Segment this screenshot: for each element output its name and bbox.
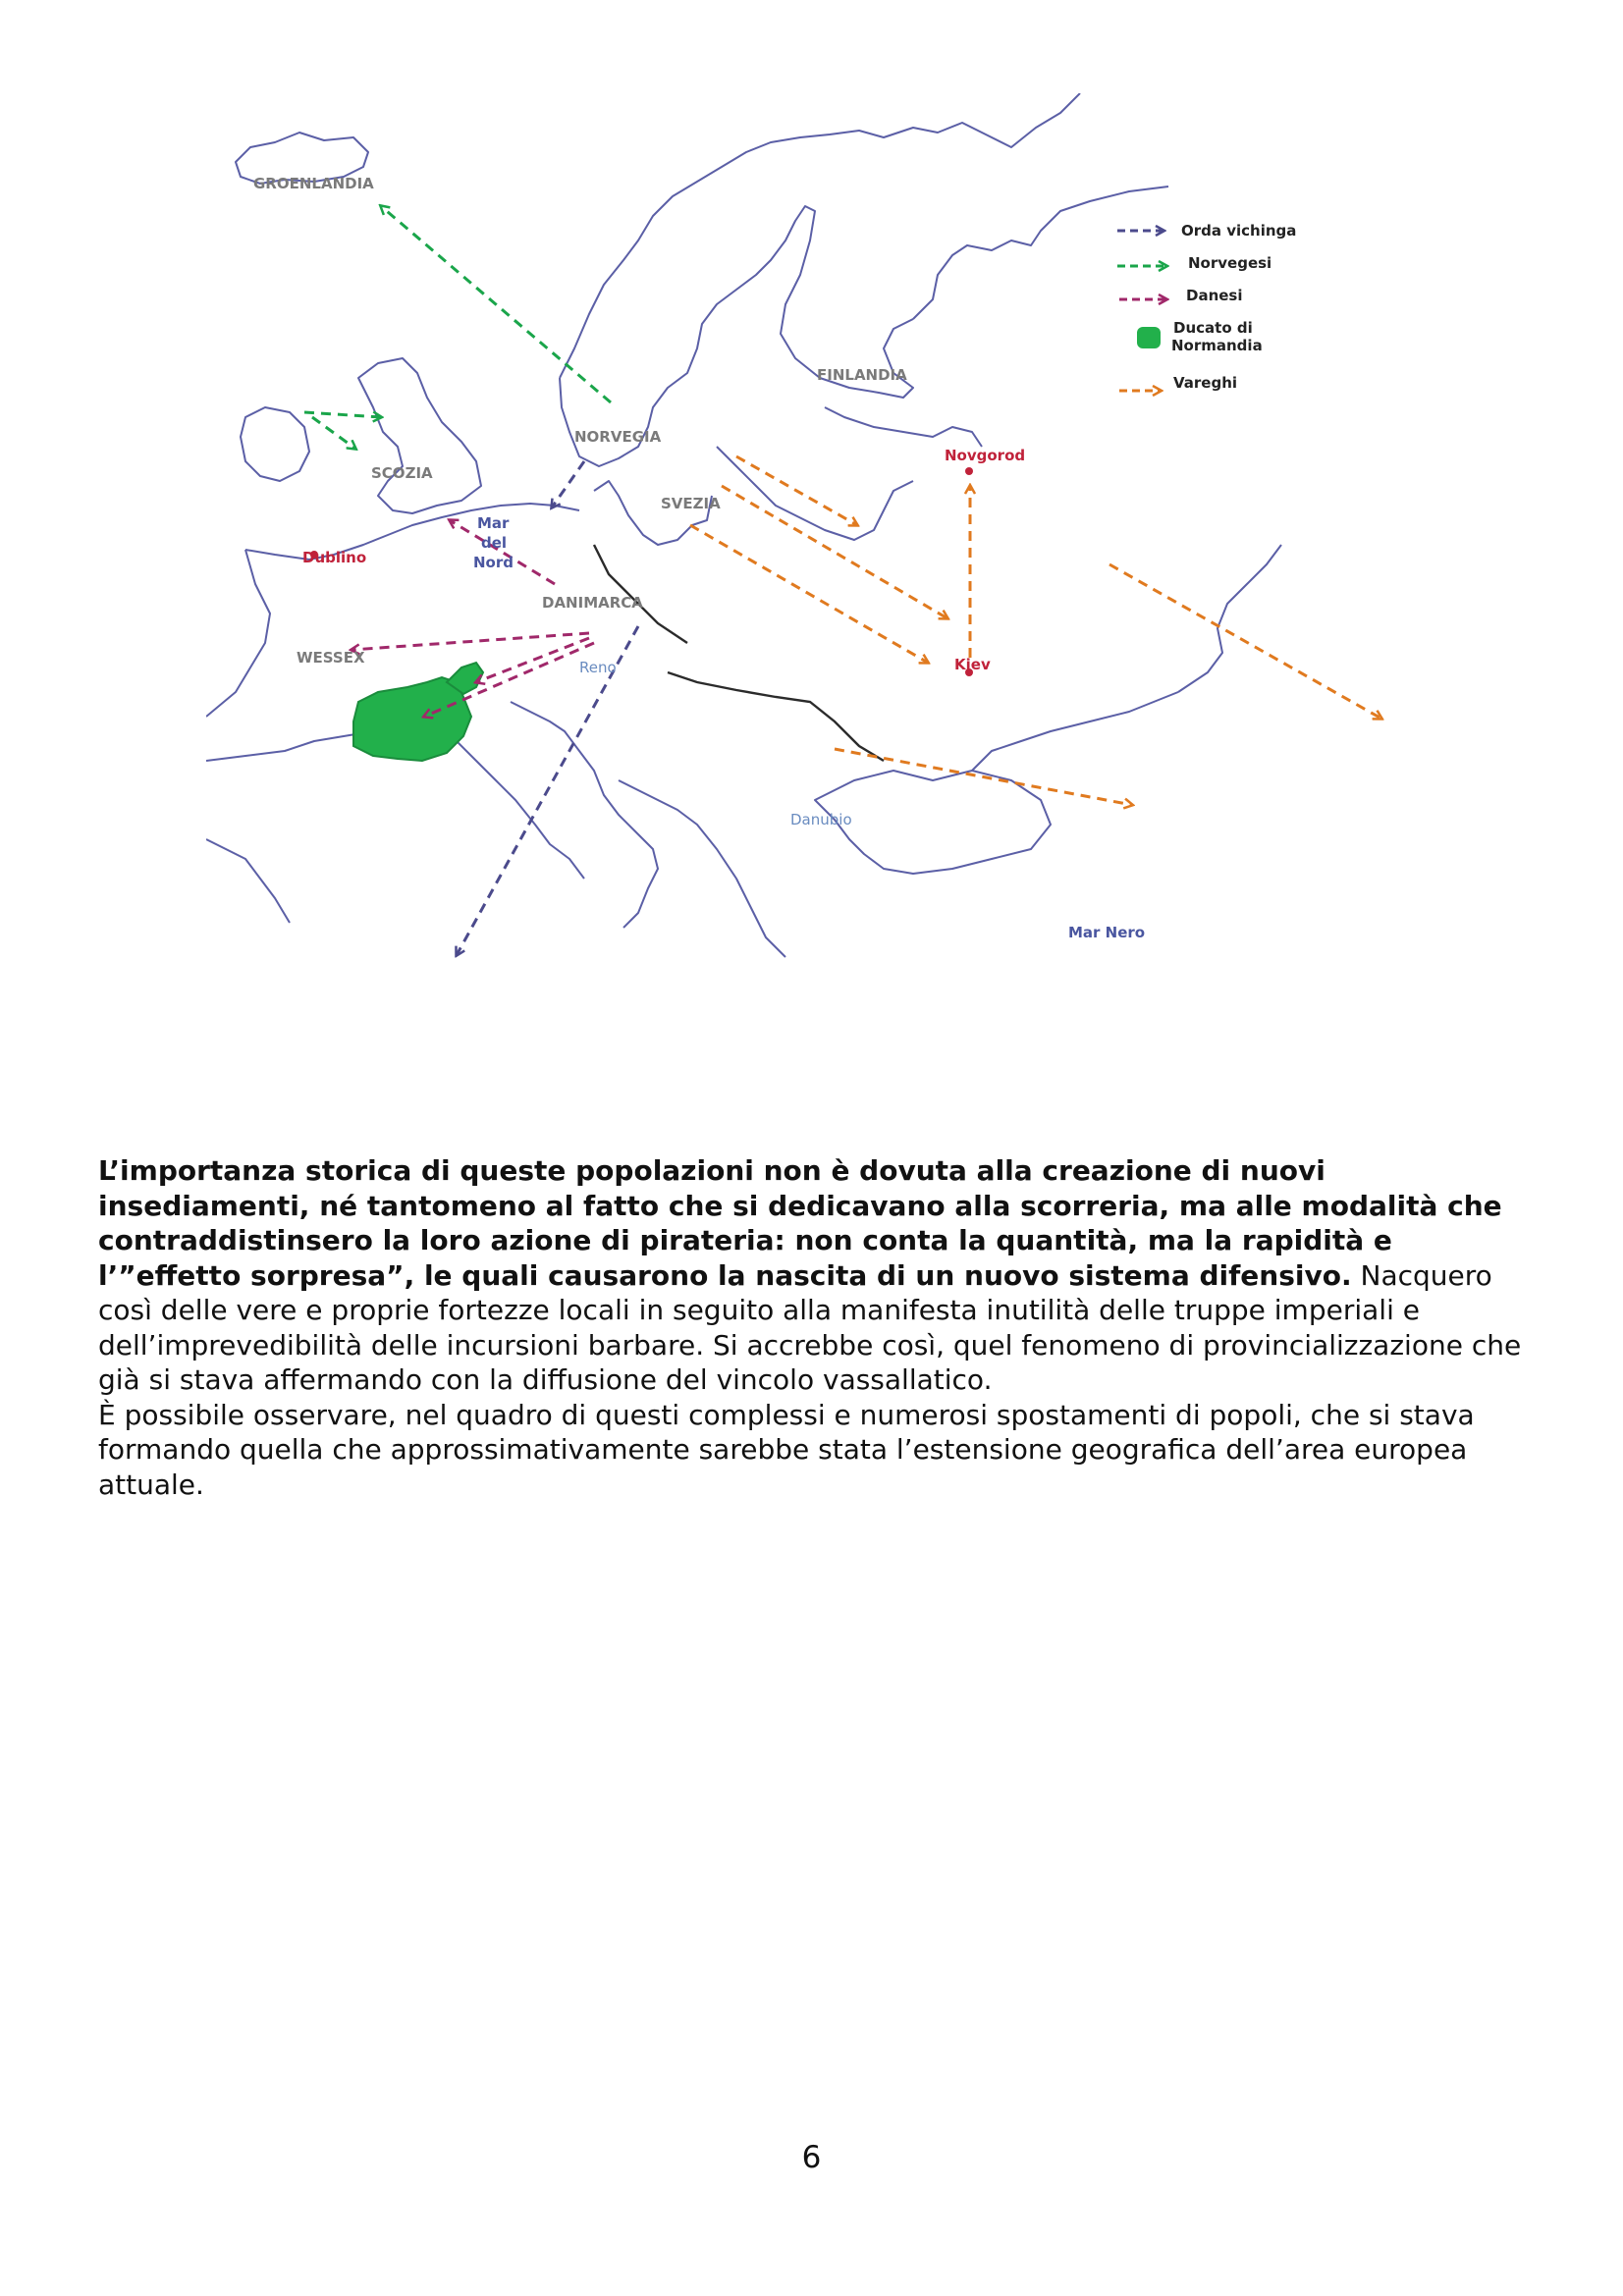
label-mar: Mar <box>477 514 510 532</box>
paragraph-2: È possibile osservare, nel quadro di questi complessi e numerosi spostamenti di popoli, che si stava formando quella che approssimativamente sarebbe stata l’estensione geografica dell’area europea attuale. <box>98 1398 1475 1501</box>
legend-ducato-swatch <box>1137 327 1161 348</box>
label-mar-nero: Mar Nero <box>1068 924 1146 941</box>
label-kiev: Kiev <box>954 656 991 673</box>
map-legend <box>1117 222 1296 392</box>
label-reno: Reno <box>579 659 617 676</box>
norvegesi-routes <box>304 206 611 449</box>
vareghi-routes <box>690 456 1381 805</box>
label-nord: Nord <box>473 554 514 571</box>
label-svezia: SVEZIA <box>661 495 721 512</box>
legend-orda: Orda vichinga <box>1181 222 1297 240</box>
label-dublino: Dublino <box>302 549 367 566</box>
legend-norvegesi: Norvegesi <box>1188 254 1272 272</box>
label-danimarca: DANIMARCA <box>542 594 643 612</box>
novgorod-dot <box>965 467 973 475</box>
label-scozia: SCOZIA <box>371 464 433 482</box>
label-groenlandia: GROENLANDIA <box>253 175 374 192</box>
label-finlandia: FINLANDIA <box>817 366 907 384</box>
paragraph-1 <box>98 1153 1542 1398</box>
legend-ducato-line2: Normandia <box>1171 337 1263 354</box>
viking-routes-map <box>206 93 1424 1124</box>
label-novgorod: Novgorod <box>945 447 1026 464</box>
legend-danesi: Danesi <box>1186 287 1243 304</box>
legend-ducato-line1: Ducato di <box>1173 319 1253 337</box>
label-del: del <box>481 534 508 552</box>
label-norvegia: NORVEGIA <box>574 428 662 446</box>
paragraph-1-normal: Nacquero così delle vere e proprie fortezze locali in seguito alla manifesta inutilità delle truppe imperiali e dell’imprevedibilità delle incursioni barbare. Si accrebbe così, quel fenomeno di provincializzazione che già si stava affermando con la diffusione del vincolo vassallatico. <box>98 1258 1522 1396</box>
legend-vareghi: Vareghi <box>1173 374 1238 392</box>
label-wessex: WESSEX <box>297 649 365 667</box>
body-text <box>98 1153 1542 1502</box>
coastlines <box>206 93 1281 957</box>
danubio-river <box>668 672 884 761</box>
ducato-normandia-area <box>353 677 471 761</box>
page-number: 6 <box>801 2140 822 2175</box>
paragraph-1-bold: L’importanza storica di queste popolazioni non è dovuta alla creazione di nuovi insediamenti, né tantomeno al fatto che si dedicavano alla scorreria, ma alle modalità che contraddistinsero la loro azione di pirateria: non conta la quantità, ma la rapidità e l’”effetto sorpresa”, le quali causarono la nascita di un nuovo sistema difensivo. <box>98 1154 1502 1292</box>
label-danubio: Danubio <box>790 811 852 828</box>
